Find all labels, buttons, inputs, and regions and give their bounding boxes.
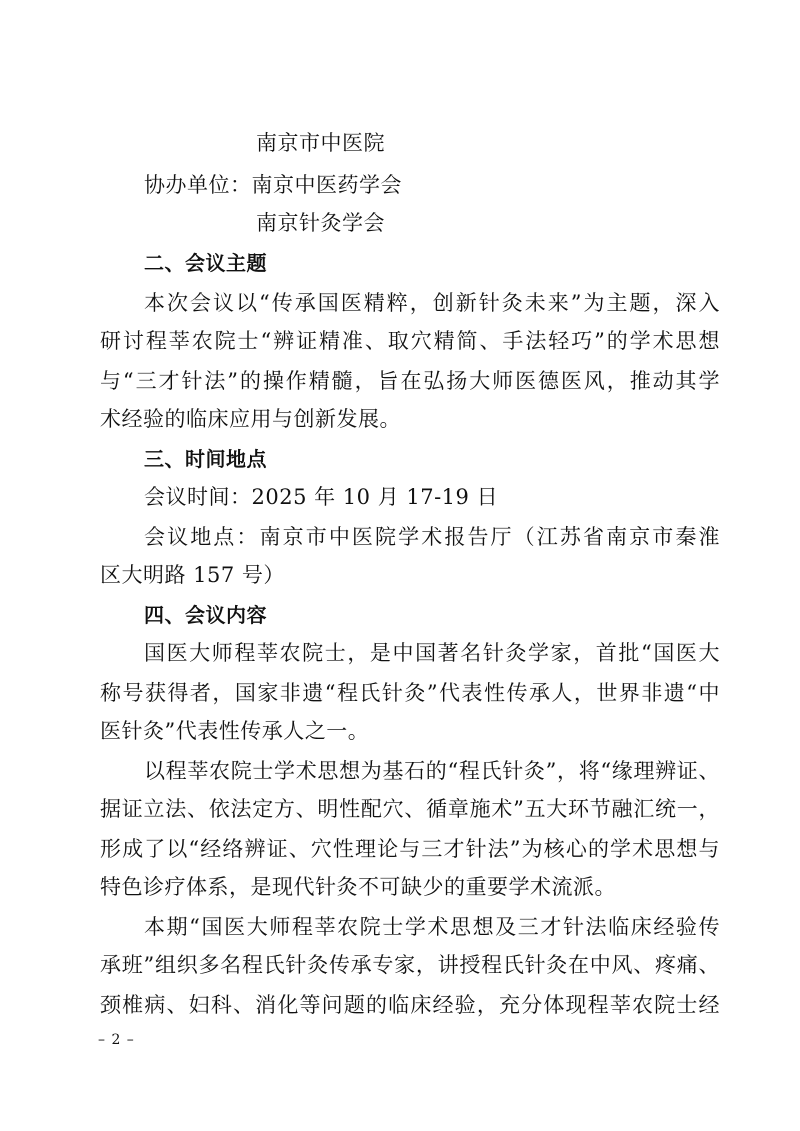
meeting-place-line-2: 区大明路 157 号） (100, 563, 285, 587)
section-4-p2-line-1: 以程莘农院士学术思想为基石的“程氏针灸”，将“缘理辨证、 (144, 759, 720, 783)
page-number: – 2 – (98, 1032, 135, 1048)
section-2-line-4: 术经验的临床应用与创新发展。 (100, 407, 401, 431)
meeting-place-line-1: 会议地点：南京市中医院学术报告厅（江苏省南京市秦淮 (144, 525, 720, 549)
section-4-p2-line-4: 特色诊疗体系，是现代针灸不可缺少的重要学术流派。 (100, 875, 616, 899)
co-organizer-label: 协办单位： (144, 173, 252, 197)
section-4-p1-line-2: 称号获得者，国家非遗“程氏针灸”代表性传承人，世界非遗“中 (100, 681, 720, 705)
section-2-line-2: 研讨程莘农院士“辨证精准、取穴精简、手法轻巧”的学术思想 (100, 329, 720, 353)
co-organizer-2: 南京针灸学会 (256, 211, 385, 235)
section-2-heading: 二、会议主题 (144, 251, 267, 275)
section-4-p1-line-1: 国医大师程莘农院士，是中国著名针灸学家，首批“国医大 (144, 641, 720, 665)
section-4-p3-line-1: 本期“国医大师程莘农院士学术思想及三才针法临床经验传 (144, 915, 720, 939)
co-organizer-1: 南京中医药学会 (251, 173, 402, 197)
section-4-p2-line-2: 据证立法、依法定方、明性配穴、循章施术”五大环节融汇统一， (100, 797, 720, 821)
section-3-heading: 三、时间地点 (144, 447, 267, 471)
section-4-p2-line-3: 形成了以“经络辨证、穴性理论与三才针法”为核心的学术思想与 (100, 837, 720, 861)
meeting-time: 会议时间：2025 年 10 月 17-19 日 (144, 485, 499, 509)
co-organizer-line (144, 170, 764, 200)
section-4-p1-line-3: 医针灸”代表性传承人之一。 (100, 719, 370, 743)
host-org-2: 南京市中医院 (256, 131, 385, 155)
section-4-heading: 四、会议内容 (144, 603, 267, 627)
section-2-line-1: 本次会议以“传承国医精粹，创新针灸未来”为主题，深入 (144, 291, 720, 315)
section-2-line-3: 与“三才针法”的操作精髓，旨在弘扬大师医德医风，推动其学 (100, 369, 720, 393)
section-4-p3-line-3: 颈椎病、妇科、消化等问题的临床经验，充分体现程莘农院士经 (100, 993, 720, 1017)
section-4-p3-line-2: 承班”组织多名程氏针灸传承专家，讲授程氏针灸在中风、疼痛、 (100, 953, 720, 977)
